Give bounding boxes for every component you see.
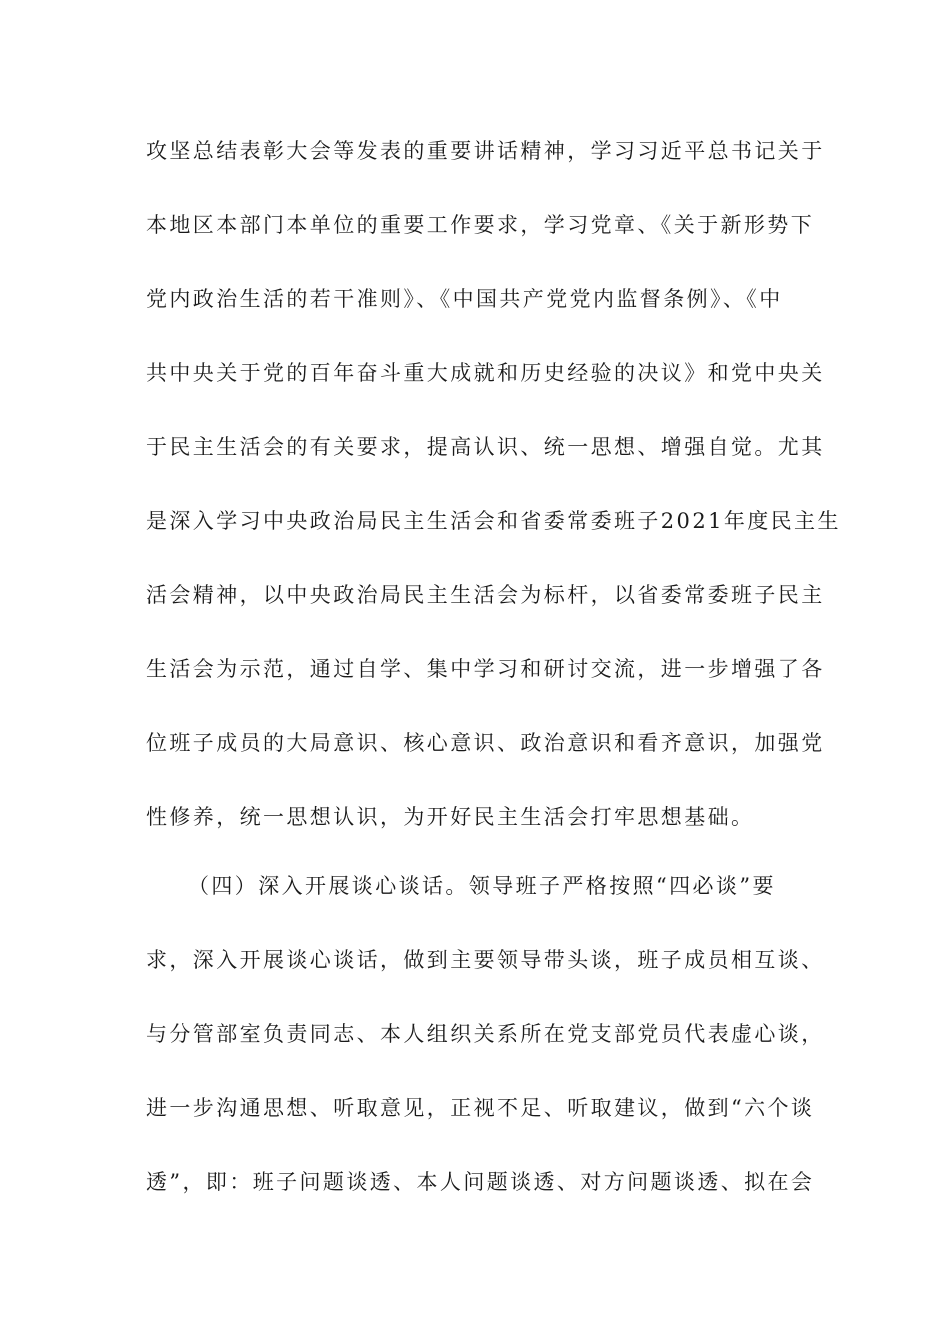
body-text-line: 进一步沟通思想、听取意见，正视不足、听取建议，做到“六个谈 (146, 1096, 815, 1120)
body-text-line: 透”，即：班子问题谈透、本人问题谈透、对方问题谈透、拟在会 (146, 1170, 815, 1194)
body-text-line: 于民主生活会的有关要求，提高认识、统一思想、增强自觉。尤其 (146, 435, 825, 459)
body-text-line: 是深入学习中央政治局民主生活会和省委常委班子2021年度民主生 (146, 509, 841, 533)
body-text-line: 攻坚总结表彰大会等发表的重要讲话精神，学习习近平总书记关于 (146, 139, 825, 163)
body-text-line: 本地区本部门本单位的重要工作要求，学习党章、《关于新形势下 (146, 213, 815, 237)
body-text-line: 性修养，统一思想认识，为开好民主生活会打牢思想基础。 (146, 805, 755, 829)
body-text-line: 活会精神，以中央政治局民主生活会为标杆，以省委常委班子民主 (146, 583, 825, 607)
body-text-line: 共中央关于党的百年奋斗重大成就和历史经验的决议》和党中央关 (146, 361, 825, 385)
body-text-line: 位班子成员的大局意识、核心意识、政治意识和看齐意识，加强党 (146, 731, 825, 755)
body-text-line: 求，深入开展谈心谈话，做到主要领导带头谈，班子成员相互谈、 (146, 948, 825, 972)
section-heading-line: （四）深入开展谈心谈话。领导班子严格按照“四必谈”要 (188, 874, 776, 898)
body-text-line: 生活会为示范，通过自学、集中学习和研讨交流，进一步增强了各 (146, 657, 825, 681)
body-text-line: 与分管部室负责同志、本人组织关系所在党支部党员代表虚心谈， (146, 1022, 825, 1046)
body-text-line: 党内政治生活的若干准则》、《中国共产党党内监督条例》、《中 (146, 287, 783, 311)
